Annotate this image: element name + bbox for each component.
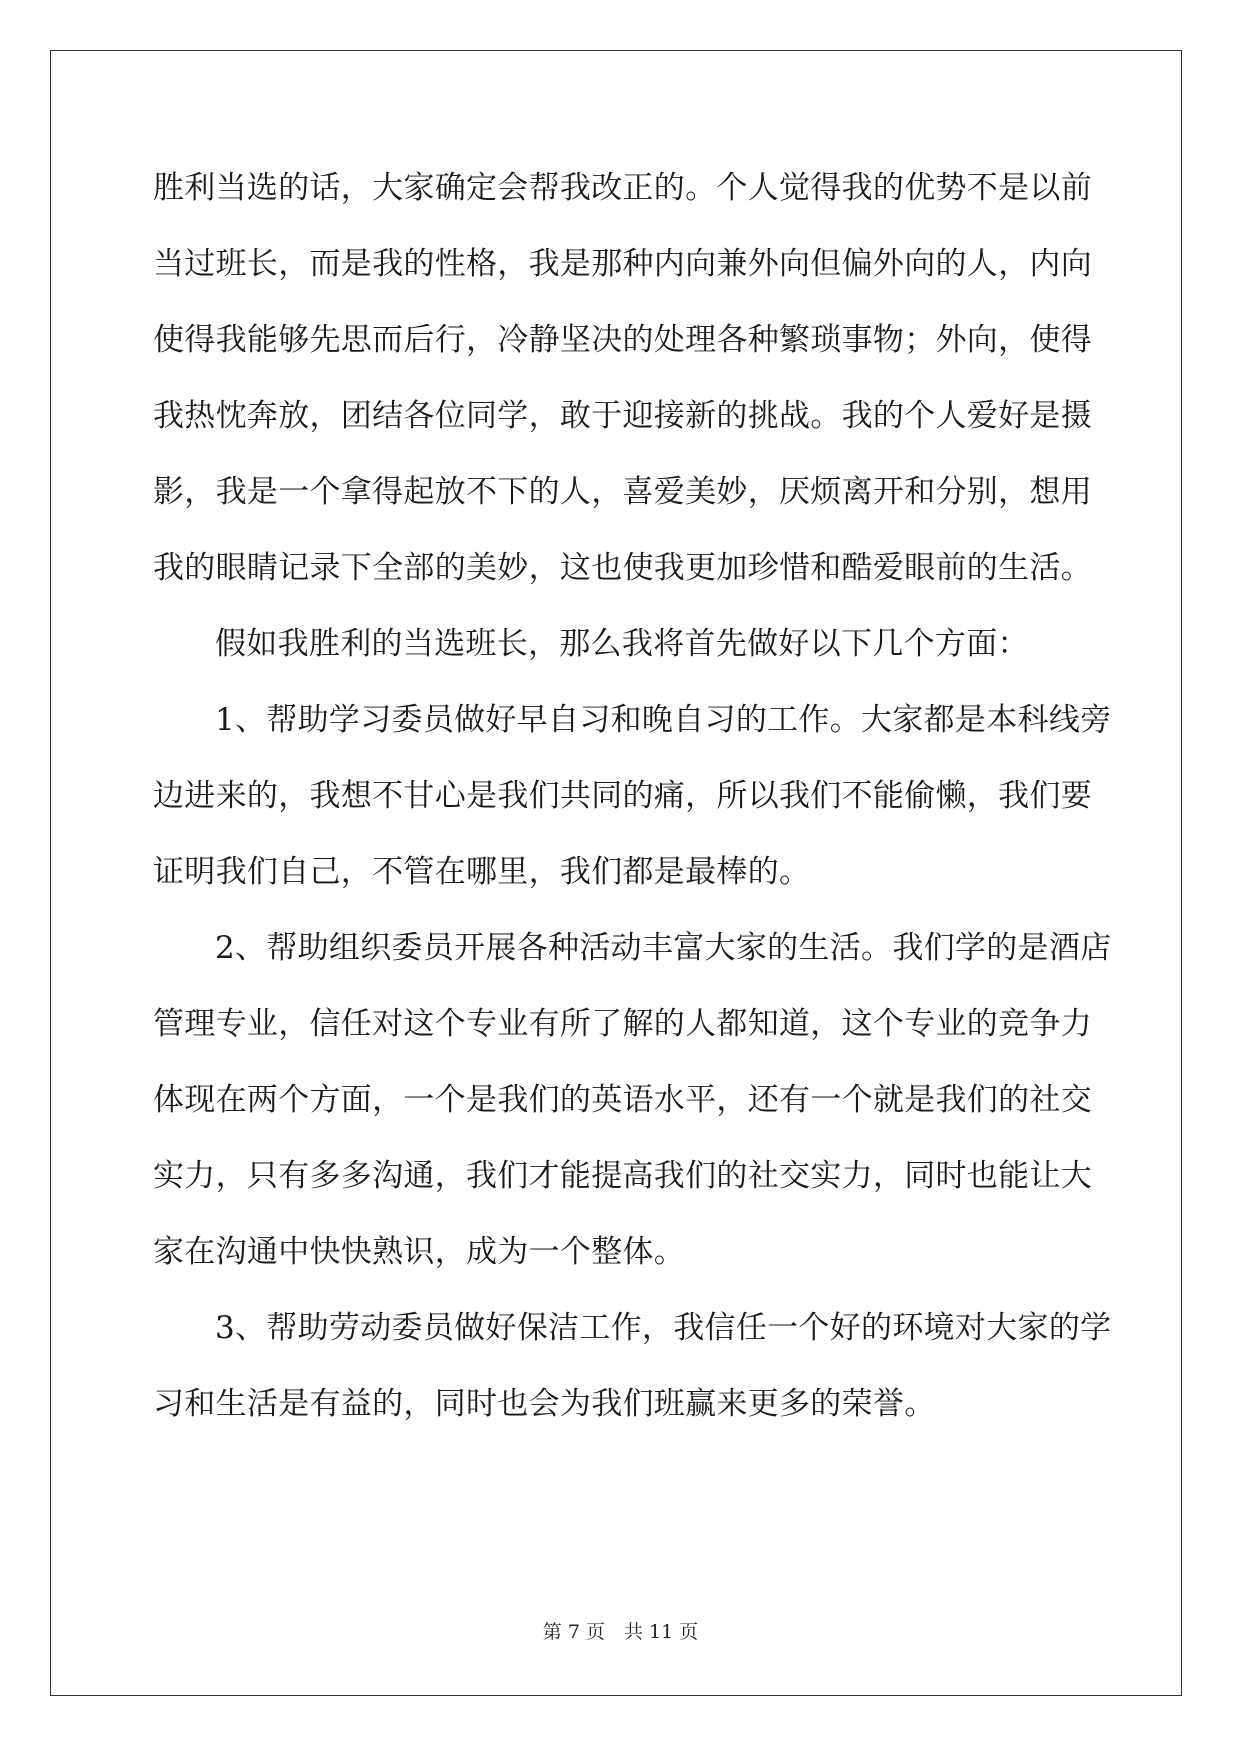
- text-line: 1、帮助学习委员做好早自习和晚自习的工作。大家都是本科线旁: [215, 702, 1112, 738]
- document-body: [153, 160, 1112, 1452]
- text-line: 我热忱奔放，团结各位同学，敢于迎接新的挑战。我的个人爱好是摄: [153, 398, 1092, 434]
- text-line: 影，我是一个拿得起放不下的人，喜爱美妙，厌烦离开和分别，想用: [153, 474, 1092, 510]
- text-line: 2、帮助组织委员开展各种活动丰富大家的生活。我们学的是酒店: [215, 930, 1112, 966]
- text-line: 体现在两个方面，一个是我们的英语水平，还有一个就是我们的社交: [153, 1082, 1092, 1118]
- text-line: 我的眼睛记录下全部的美妙，这也使我更加珍惜和酷爱眼前的生活。: [153, 550, 1092, 586]
- text-line: 管理专业，信任对这个专业有所了解的人都知道，这个专业的竞争力: [153, 1006, 1092, 1042]
- text-line: 证明我们自己，不管在哪里，我们都是最棒的。: [153, 854, 811, 890]
- text-line: 3、帮助劳动委员做好保洁工作，我信任一个好的环境对大家的学: [215, 1310, 1112, 1346]
- text-line: 边进来的，我想不甘心是我们共同的痛，所以我们不能偷懒，我们要: [153, 778, 1092, 814]
- text-line: 习和生活是有益的，同时也会为我们班赢来更多的荣誉。: [153, 1386, 936, 1422]
- text-line: 实力，只有多多沟通，我们才能提高我们的社交实力，同时也能让大: [153, 1158, 1092, 1194]
- text-line: 家在沟通中快快熟识，成为一个整体。: [153, 1234, 686, 1270]
- text-line: 胜利当选的话，大家确定会帮我改正的。个人觉得我的优势不是以前: [153, 170, 1092, 206]
- text-line: 当过班长，而是我的性格，我是那种内向兼外向但偏外向的人，内向: [153, 246, 1092, 282]
- page-number-footer: 第 7 页 共 11 页: [542, 1621, 699, 1643]
- text-line: 假如我胜利的当选班长，那么我将首先做好以下几个方面：: [215, 626, 1029, 662]
- text-line: 使得我能够先思而后行，冷静坚决的处理各种繁琐事物；外向，使得: [153, 322, 1092, 358]
